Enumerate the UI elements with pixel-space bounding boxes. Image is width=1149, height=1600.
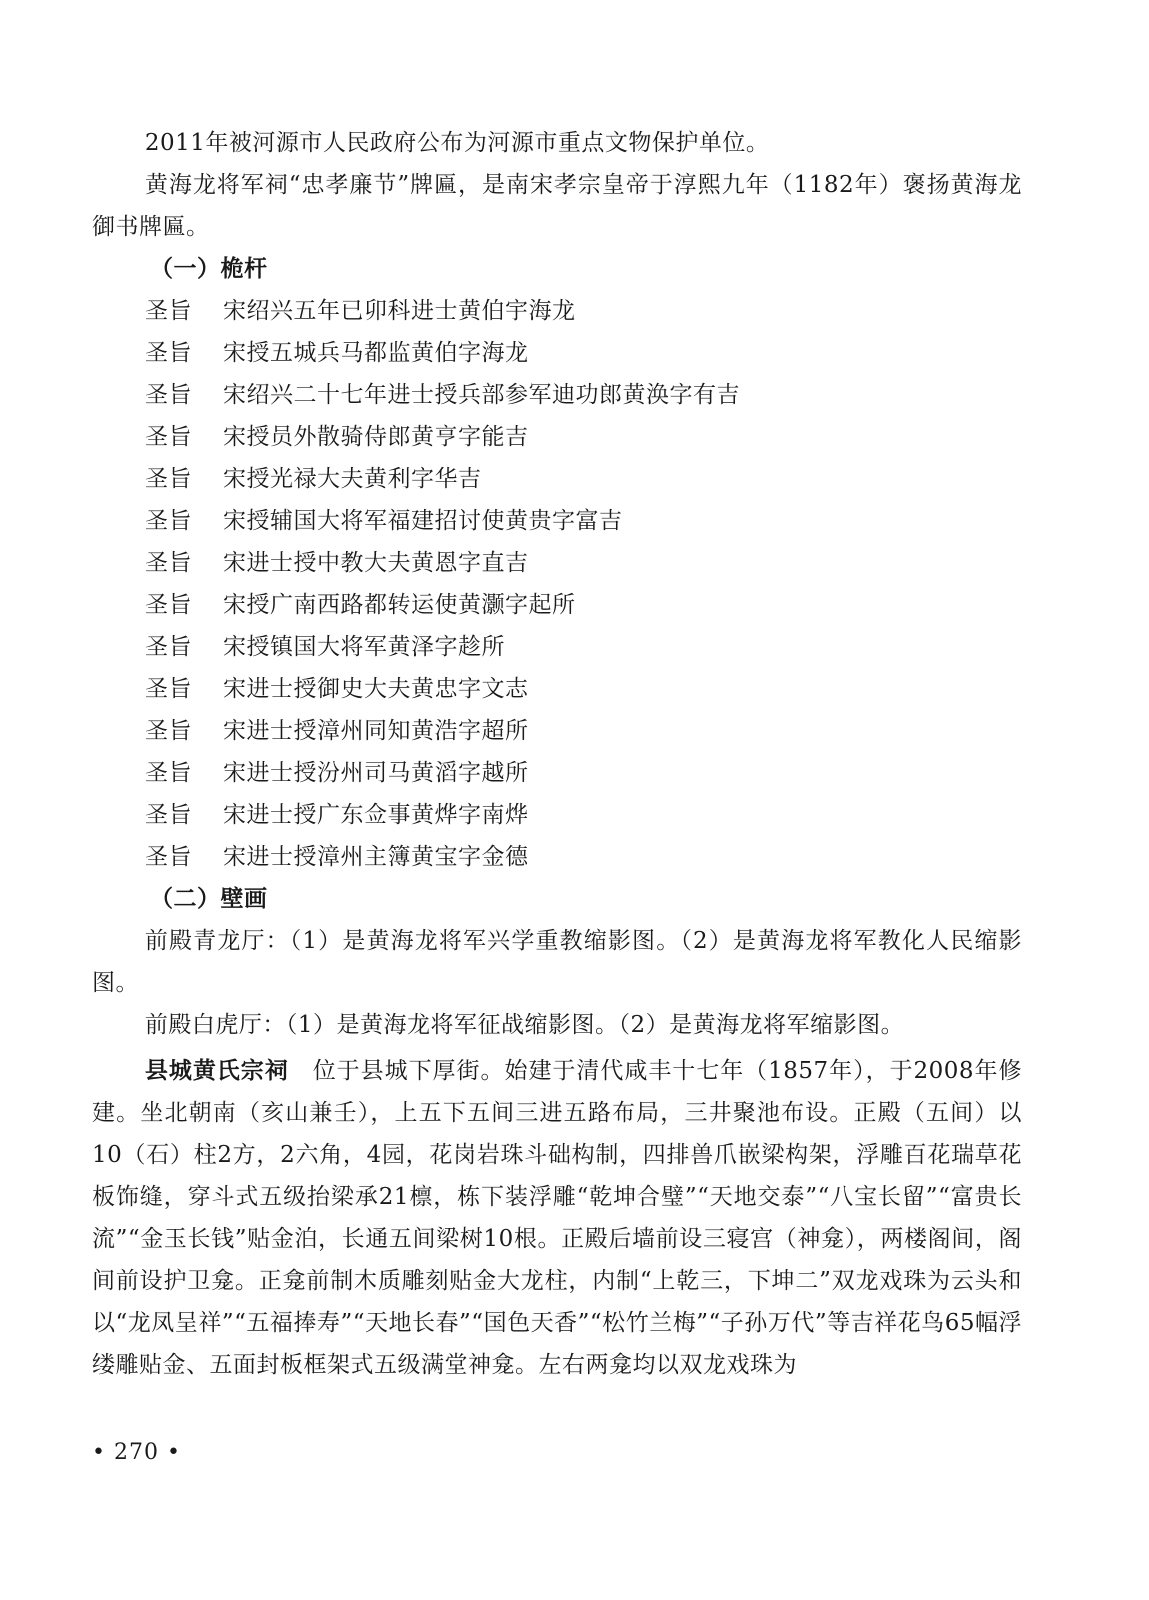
list-item-text: 宋进士授漳州同知黄浩字超所	[223, 718, 529, 744]
list-item	[92, 836, 1022, 878]
list-item-key: 圣旨	[145, 508, 192, 534]
list-item	[92, 332, 1022, 374]
entry-title: 县城黄氏宗祠	[144, 1057, 289, 1084]
list-item-text: 宋授镇国大将军黄泽字趁所	[223, 634, 505, 660]
list-item-text: 宋绍兴二十七年进士授兵部参军迪功郎黄涣字有吉	[223, 382, 740, 408]
list-item-key: 圣旨	[145, 718, 192, 744]
list-item	[92, 752, 1022, 794]
decree-list	[92, 290, 1022, 878]
list-item	[92, 542, 1022, 584]
section-heading: （一）桅杆	[150, 255, 268, 282]
list-item-key: 圣旨	[145, 676, 192, 702]
list-item-key: 圣旨	[145, 550, 192, 576]
page-number: • 270 •	[92, 1440, 181, 1465]
paragraph: 2011年被河源市人民政府公布为河源市重点文物保护单位。	[144, 130, 770, 156]
list-item-key: 圣旨	[145, 424, 192, 450]
list-item	[92, 668, 1022, 710]
list-item	[92, 710, 1022, 752]
list-item	[92, 500, 1022, 542]
list-item-key: 圣旨	[145, 802, 192, 828]
list-item-text: 宋进士授汾州司马黄滔字越所	[223, 760, 529, 786]
entry-paragraph	[92, 1050, 1022, 1386]
list-item-text: 宋授辅国大将军福建招讨使黄贵字富吉	[223, 508, 623, 534]
paragraph: 前殿青龙厅：（1）是黄海龙将军兴学重教缩影图。（2）是黄海龙将军教化人民缩影图。	[92, 928, 1022, 996]
list-item-key: 圣旨	[145, 340, 192, 366]
entry-title-gap	[289, 1058, 313, 1084]
list-item	[92, 584, 1022, 626]
list-item-key: 圣旨	[145, 634, 192, 660]
entry-body: 位于县城下厚街。始建于清代咸丰十七年（1857年），于2008年修建。坐北朝南（亥山兼壬），上五下五间三进五路布局，三井聚池布设。正殿（五间）以10（石）柱2方，2六角，4园，花岗岩珠斗础构制，四排兽爪嵌梁构架，浮雕百花瑞草花板饰缝，穿斗式五级抬梁承21檩，栋下装浮雕“乾坤合璧”“天地交泰”“八宝长留”“富贵长流”“金玉长钱”贴金泊，长通五间梁树10根。正殿后墙前设三寝宫（神龛），两楼阁间，阁间前设护卫龛。正龛前制木质雕刻贴金大龙柱，内制“上乾三，下坤二”双龙戏珠为云头和以“龙凤呈祥”“五福捧寿”“天地长春”“国色天香”“松竹兰梅”“子孙万代”等吉祥花鸟65幅浮缕雕贴金、五面封板框架式五级满堂神龛。左右两龛均以双龙戏珠为	[92, 1058, 1023, 1378]
list-item	[92, 374, 1022, 416]
list-item	[92, 626, 1022, 668]
list-item-text: 宋绍兴五年已卯科进士黄伯宇海龙	[223, 298, 576, 324]
list-item-text: 宋授广南西路都转运使黄灏字起所	[223, 592, 576, 618]
body-text	[92, 122, 1022, 1386]
list-item-text: 宋进士授中教大夫黄恩字直吉	[223, 550, 529, 576]
list-item-text: 宋授员外散骑侍郎黄亨字能吉	[223, 424, 529, 450]
list-item-key: 圣旨	[145, 298, 192, 324]
paragraph: 前殿白虎厅：（1）是黄海龙将军征战缩影图。（2）是黄海龙将军缩影图。	[144, 1012, 905, 1038]
list-item-text: 宋进士授广东佥事黄烨字南烨	[223, 802, 529, 828]
section-heading: （二）壁画	[150, 885, 268, 912]
list-item-text: 宋授五城兵马都监黄伯字海龙	[223, 340, 529, 366]
list-item-key: 圣旨	[145, 760, 192, 786]
list-item	[92, 416, 1022, 458]
list-item	[92, 290, 1022, 332]
list-item-key: 圣旨	[145, 844, 192, 870]
list-item-key: 圣旨	[145, 592, 192, 618]
list-item-text: 宋授光禄大夫黄利字华吉	[223, 466, 482, 492]
list-item-text: 宋进士授御史大夫黄忠字文志	[223, 676, 529, 702]
list-item-key: 圣旨	[145, 382, 192, 408]
list-item-key: 圣旨	[145, 466, 192, 492]
list-item	[92, 794, 1022, 836]
list-item-text: 宋进士授漳州主簿黄宝字金德	[223, 844, 529, 870]
paragraph: 黄海龙将军祠“忠孝廉节”牌匾，是南宋孝宗皇帝于淳熙九年（1182年）褒扬黄海龙御书牌匾。	[92, 172, 1022, 240]
list-item	[92, 458, 1022, 500]
